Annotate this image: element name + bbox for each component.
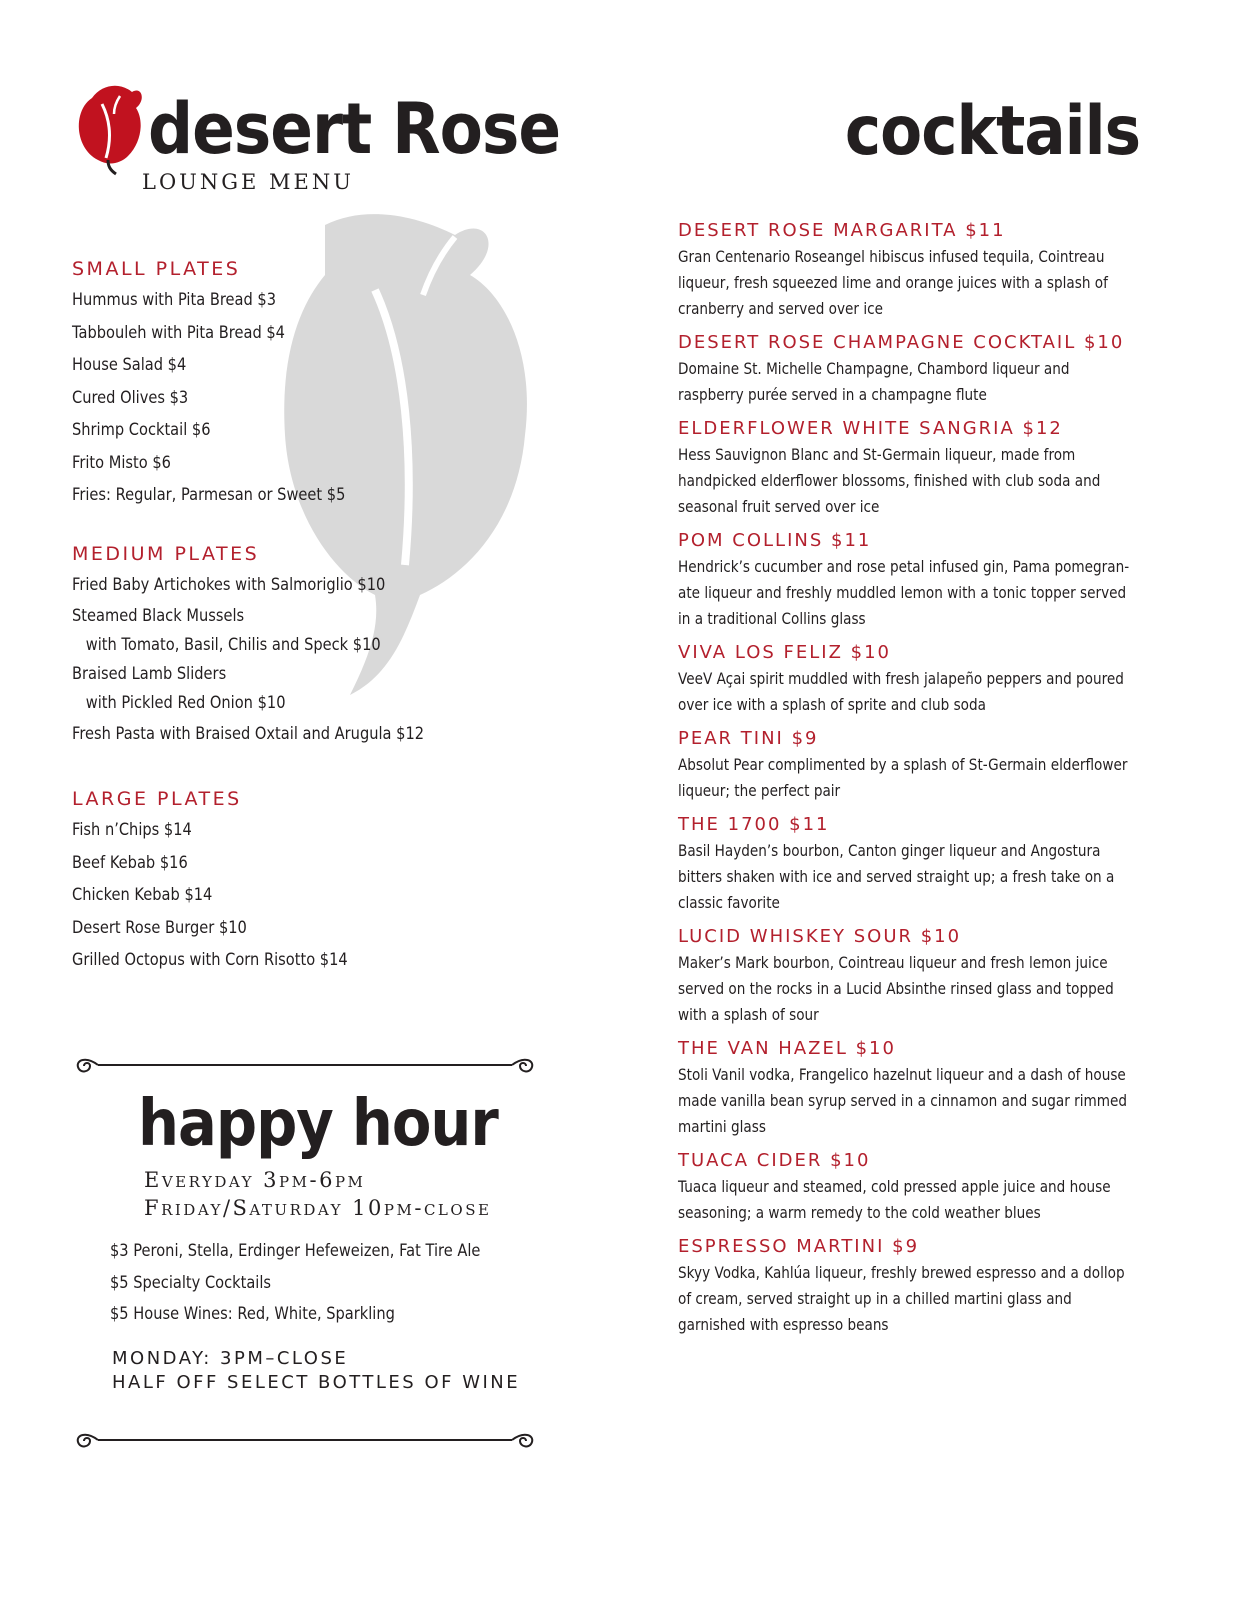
- rose-logo-icon: [72, 80, 144, 176]
- menu-item-detail: with Pickled Red Onion $10: [85, 692, 286, 713]
- cocktail-description: Skyy Vodka, Kahlúa liqueur, freshly brewed espresso and a dollop of cream, served straight up in a chilled martini glass and garnished with espresso beans: [678, 1263, 1125, 1334]
- cocktail-name: ESPRESSO MARTINI $9: [678, 1236, 920, 1257]
- happy-hour-title: happy hour: [138, 1087, 498, 1161]
- menu-item: Fried Baby Artichokes with Salmoriglio $10: [72, 575, 386, 595]
- ornament-divider-top: [72, 1050, 538, 1080]
- cocktail-name: POM COLLINS $11: [678, 530, 872, 551]
- cocktail-item: [678, 924, 1148, 1028]
- deal-item: $5 Specialty Cocktails: [110, 1272, 272, 1293]
- cocktail-name: PEAR TINI $9: [678, 728, 819, 749]
- happy-hour-time: Everyday 3pm-6pm: [144, 1168, 366, 1192]
- menu-item: Cured Olives $3: [72, 387, 189, 408]
- cocktail-name: VIVA LOS FELIZ $10: [678, 642, 891, 663]
- deal-item: $3 Peroni, Stella, Erdinger Hefeweizen, Fat Tire Ale: [110, 1241, 481, 1261]
- cocktail-name: DESERT ROSE CHAMPAGNE COCKTAIL $10: [678, 332, 1125, 353]
- menu-item: Tabbouleh with Pita Bread $4: [72, 322, 285, 343]
- cocktail-item: [678, 330, 1148, 408]
- cocktail-name: THE VAN HAZEL $10: [678, 1038, 896, 1059]
- menu-item: Fish n’Chips $14: [72, 820, 192, 840]
- cocktail-name: THE 1700 $11: [678, 814, 830, 835]
- small-plates-section: [72, 258, 390, 512]
- cocktail-name: DESERT ROSE MARGARITA $11: [678, 220, 1006, 241]
- cocktail-item: [678, 726, 1148, 804]
- cocktail-description: Basil Hayden’s bourbon, Canton ginger liqueur and Angostura bitters shaken with ice and served straight up; a fresh take on a classic favorite: [678, 841, 1115, 912]
- happy-hour-deals: [110, 1236, 541, 1331]
- cocktail-item: [678, 218, 1148, 322]
- menu-item: Frito Misto $6: [72, 452, 171, 473]
- small-plates-title: SMALL PLATES: [72, 258, 241, 280]
- cocktail-name: ELDERFLOWER WHITE SANGRIA $12: [678, 418, 1063, 439]
- monday-special: HALF OFF SELECT BOTTLES OF WINE: [112, 1372, 521, 1393]
- medium-plates-title: MEDIUM PLATES: [72, 543, 260, 565]
- cocktail-description: Absolut Pear complimented by a splash of St-Germain elderflower liqueur; the perfect pair: [678, 755, 1128, 800]
- ornament-divider-bottom: [72, 1425, 538, 1455]
- cocktail-name: LUCID WHISKEY SOUR $10: [678, 926, 962, 947]
- cocktail-description: Gran Centenario Roseangel hibiscus infused tequila, Cointreau liqueur, fresh squeezed lime and orange juices with a splash of cranberry and served over ice: [678, 247, 1108, 318]
- menu-item: Braised Lamb Sliders: [72, 663, 227, 684]
- medium-plates-section: [72, 543, 481, 750]
- menu-item: Fries: Regular, Parmesan or Sweet $5: [72, 485, 346, 505]
- cocktail-item: [678, 1148, 1148, 1226]
- large-plates-title: LARGE PLATES: [72, 788, 242, 810]
- cocktail-description: Tuaca liqueur and steamed, cold pressed apple juice and house seasoning; a warm remedy to the cold weather blues: [678, 1177, 1111, 1222]
- cocktail-description: Stoli Vanil vodka, Frangelico hazelnut liqueur and a dash of house made vanilla bean syrup served in a cinnamon and sugar rimmed martini glass: [678, 1065, 1127, 1136]
- cocktail-item: [678, 416, 1148, 520]
- cocktail-item: [678, 1036, 1148, 1140]
- cocktail-description: Maker’s Mark bourbon, Cointreau liqueur and fresh lemon juice served on the rocks in a Lucid Absinthe rinsed glass and topped with a splash of sour: [678, 953, 1114, 1024]
- cocktail-description: Hendrick’s cucumber and rose petal infused gin, Pama pomegran-ate liqueur and freshly muddled lemon with a tonic topper served in a traditional Collins glass: [678, 557, 1130, 628]
- deal-item: $5 House Wines: Red, White, Sparkling: [110, 1304, 395, 1324]
- menu-item: Hummus with Pita Bread $3: [72, 290, 277, 310]
- brand-subtitle: LOUNGE MENU: [142, 170, 354, 194]
- cocktail-name: TUACA CIDER $10: [678, 1150, 871, 1171]
- large-plates-section: [72, 788, 393, 977]
- menu-item: Desert Rose Burger $10: [72, 917, 247, 938]
- cocktail-item: [678, 812, 1148, 916]
- cocktail-list: [678, 218, 1148, 1346]
- happy-hour-time: Friday/Saturday 10pm-close: [144, 1196, 492, 1220]
- menu-item: Beef Kebab $16: [72, 852, 188, 873]
- menu-item: Steamed Black Mussels: [72, 605, 245, 626]
- menu-item: House Salad $4: [72, 355, 187, 375]
- cocktails-title: cocktails: [844, 92, 1140, 171]
- menu-item: Shrimp Cocktail $6: [72, 420, 211, 440]
- cocktail-description: Domaine St. Michelle Champagne, Chambord liqueur and raspberry purée served in a champagne flute: [678, 359, 1070, 404]
- menu-item: Fresh Pasta with Braised Oxtail and Arugula $12: [72, 723, 425, 744]
- brand-name: desert Rose: [148, 88, 561, 170]
- cocktail-description: VeeV Açai spirit muddled with fresh jalapeño peppers and poured over ice with a splash of sprite and club soda: [678, 669, 1124, 714]
- cocktail-item: [678, 528, 1148, 632]
- cocktail-item: [678, 1234, 1148, 1338]
- cocktail-description: Hess Sauvignon Blanc and St-Germain liqueur, made from handpicked elderflower blossoms, finished with club soda and seasonal fruit served over ice: [678, 445, 1101, 516]
- menu-item-detail: with Tomato, Basil, Chilis and Speck $10: [85, 634, 381, 655]
- menu-item: Chicken Kebab $14: [72, 885, 213, 905]
- monday-special: MONDAY: 3PM–CLOSE: [112, 1348, 349, 1369]
- menu-item: Grilled Octopus with Corn Risotto $14: [72, 950, 348, 970]
- cocktail-item: [678, 640, 1148, 718]
